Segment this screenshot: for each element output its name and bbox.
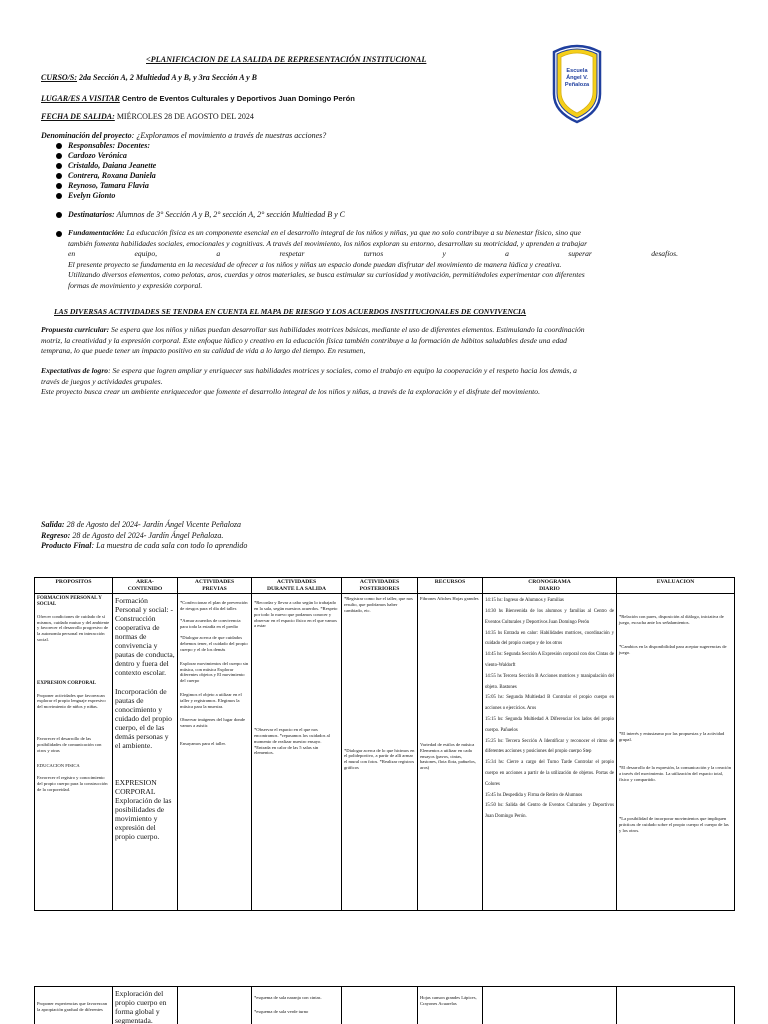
responsable-name: Cardozo Verónica (68, 151, 127, 160)
previa-text: *Armar acuerdos de convivencia para toda la estadía en el predio (180, 617, 241, 629)
cell-text: *esquema de sala naranja con cintas. (254, 995, 322, 1000)
previa-text: *Dialogar acerca de que cuidados debemos tener, el cuidado del propio cuerpo y el de los demás (180, 635, 248, 652)
previa-text: Ensayamos para el taller. (180, 740, 226, 746)
table-row (35, 594, 735, 911)
proposito-text: Favorecer el registro y conocimiento del propio cuerpo para la construcción de la corporeidad. (37, 775, 108, 792)
recurso-text: Variedad de estilos de música Elementos a utilizar en cada ensayos (pavos, cintas, bastones, flota flota, pañuelos, aros) (420, 741, 476, 771)
regreso-value: 28 de Agosto del 2024- Jardín Ángel Peñaloza. (70, 531, 224, 540)
table-header-cell: RECURSOS (418, 578, 483, 594)
proposito-text: Proponer actividades que favorezcan explorar el propio lenguaje expresivo del movimiento de niños y niñas. (37, 692, 106, 710)
producto-label: Producto Final (41, 541, 92, 550)
area-text: EXPRESION CORPORAL Exploración de las posibilidades de movimiento y expresión del propio cuerpo. (115, 778, 172, 842)
table-header-cell: ACTIVIDADES DURANTE LA SALIDA (252, 578, 342, 594)
document-title: <PLANIFICACION DE LA SALIDA DE REPRESENTACIÓN INSTITUCIONAL (146, 55, 427, 64)
table-cell (178, 987, 252, 1024)
producto-field (41, 541, 247, 550)
logo-line-2: Ángel V. (566, 75, 588, 81)
regreso-field (41, 531, 223, 540)
cronograma-item: 15:50 hs: Salida del Centro de Eventos Culturales y Deportivos Juan Domingo Perón. (485, 803, 614, 820)
lugar-field (41, 94, 355, 103)
responsable-name: Reynoso, Tamara Flavia (68, 181, 149, 190)
salida-field (41, 520, 241, 529)
riesgo-heading: LAS DIVERSAS ACTIVIDADES SE TENDRA EN CUENTA EL MAPA DE RIESGO Y LOS ACUERDOS INSTITUCIONALES DE CONVIVENCIA (54, 307, 527, 316)
bullet-icon (56, 183, 62, 189)
table-header-cell: ACTIVIDADES POSTERIORES (342, 578, 418, 594)
area-cell (113, 594, 178, 911)
destinatarios-label: Destinatarios: (68, 210, 115, 219)
table-cell (483, 987, 617, 1024)
table-cell (252, 987, 342, 1024)
bullet-icon (56, 163, 62, 169)
denominacion-field (41, 131, 326, 140)
fecha-label: FECHA DE SALIDA: (41, 112, 115, 121)
propuesta-block (41, 325, 679, 357)
propuesta-line: temprana, lo que puede tener un impacto positivo en su calidad de vida a lo largo del tiempo. En resumen, (41, 346, 366, 355)
responsable-name: Cristaldo, Daiana Jeanette (68, 161, 157, 170)
regreso-label: Regreso: (41, 531, 71, 540)
producto-value: : La muestra de cada sala con todo lo aprendido (91, 541, 248, 550)
table-cell (113, 987, 178, 1024)
expectativas-line: través de juegos y actividades grupales. (41, 376, 163, 386)
lugar-label: LUGAR/ES A VISITAR (41, 94, 120, 103)
cronograma-item: 15:15 hs: Segunda Multiedad A Diferenciar los lados del propio cuerpo. Pañuelos (485, 716, 614, 733)
previa-text: Elegimos el objeto a utilizar en el taller y registramos. Elegimos la música para la muestra. (180, 691, 242, 709)
fundamentacion-line: en equipo, a respetar turnos y a superar desafíos. (68, 249, 678, 258)
table-header-row (35, 578, 735, 594)
cronograma-item: 14:15 hs: Ingreso de Alumnos y Familias (485, 598, 564, 604)
expectativas-line: : Se espera que logren ampliar y enriquecer sus habilidades motrices y sociales, como el trabajo en equipo la cooperación y el respeto hacia los demás, a (108, 366, 577, 375)
cell-text: Hojas canson grandes Lápices, Crayones Acuarelas (420, 995, 477, 1006)
destinatarios-field (68, 210, 345, 219)
cronograma-item: 15:45 hs Despedida y Firma de Retiro de Alumnos (485, 792, 583, 798)
expectativas-block (41, 366, 691, 398)
table-row (35, 987, 735, 1024)
table-header-cell: CRONOGRAMA DIARIO (483, 578, 617, 594)
denominacion-value: : ¿Exploramos el movimiento a través de nuestras acciones? (131, 131, 327, 140)
area-text: Formación Personal y social: -Construcción cooperativa de normas de convivencia y pautas de conducta, dentro y fuera del contexto escolar. (115, 596, 175, 678)
denominacion-label: Denominación del proyecto (41, 131, 132, 140)
schedule-table-continued (34, 986, 735, 1024)
table-header-cell: PROPOSITOS (35, 578, 113, 594)
table-header-cell: EVALUACION (617, 578, 735, 594)
cronograma-item: 14:35 hs Entrada en calor: Habilidades motrices, coordinación y cuidado del propio cuerpo y de los otros (485, 630, 614, 647)
table-header-cell: AREA- CONTENIDO (113, 578, 178, 594)
cursos-label: CURSO/S: (41, 73, 78, 82)
table-cell (617, 987, 735, 1024)
proposito-text: Ofrecer condiciones de cuidado de sí mismos, cuidado mutuo y del ambiente y favorecer el desarrollo progresivo de la autonomía personal en interacción social. (37, 613, 110, 642)
cronograma-item: 14:30 hs Bienvenida de los alumnos y familias al Centro de Eventos Culturales y Deportivos Juan Domingo Perón (485, 608, 614, 625)
school-logo (550, 42, 604, 124)
logo-line-3: Peñaloza (564, 82, 590, 88)
durante-text: *Recordar y llevar a cabo según lo trabajado en la sala, según nuestros acuerdos. *Respeto por todo lo nuevo que podamos conocer y observar en el espacio físico en el que vamos a estar (254, 600, 338, 629)
bullet-icon (56, 193, 62, 199)
cronograma-item: 14:45 hs: Segunda Sección A Expresión corporal con dos Cintas de viento-Waldorft (485, 652, 614, 668)
destinatarios-value: Alumnos de 3° Sección A y B, 2° sección A, 2° sección Multiedad B y C (114, 210, 345, 219)
proposito-heading: EXPRESION CORPORAL (37, 680, 97, 686)
recursos-cell (418, 594, 483, 911)
evaluacion-text: *El desarrollo de la expresión, la comunicación y la creación a través del movimiento. La utilización del espacio total, físico y compartido. (619, 764, 731, 782)
cronograma-cell (483, 594, 617, 911)
fundamentacion-block (68, 228, 678, 291)
cell-text: Exploración del propio cuerpo en forma global y segmentada. (115, 989, 167, 1024)
fundamentacion-label: Fundamentación: (68, 228, 125, 237)
fundamentacion-line: Utilizando diversos elementos, como pelotas, aros, cuerdas y otros materiales, se busca estimular su curiosidad y motivación, permitiéndoles experimentar con diferentes (68, 270, 585, 279)
schedule-table (34, 577, 735, 911)
table-cell (342, 987, 418, 1024)
evaluacion-text: *Cambios en la disponibilidad para aceptar sugerencias de juego. (619, 643, 727, 655)
cronograma-item: 14:55 hs Tercera Sección B Acciones motrices y manipulación del objeto. Bastones (485, 673, 614, 690)
posterior-text: *Registrar como fue el taller, que nos resulto, que podríamos haber cambiado, etc. (344, 596, 413, 613)
proposito-heading: FORMACION PERSONAL Y SOCIAL (37, 596, 102, 607)
previa-text: Explorar movimientos del cuerpo sin música, con música Explorar diferentes objetos y El movimiento del cuerpo (180, 660, 249, 684)
durante-cell (252, 594, 342, 911)
fundamentacion-line: La educación física es un componente esencial en el desarrollo integral de los niños y niñas, ya que no solo contribuye a su bienestar físico, sino que (124, 228, 581, 237)
table-cell (418, 987, 483, 1024)
salida-label: Salida: (41, 520, 65, 529)
previa-text: Observar imágenes del lugar donde vamos a asistir. (180, 717, 246, 729)
durante-text: *Observar el espacio en el que nos encontramos. *repasamos los cuidados al momento de realizar nuestro ensayo. *Entrada en calor de las 5 salas sin elementos. (254, 727, 330, 756)
bullet-icon (56, 231, 62, 237)
expectativas-label: Expectativas de logro (41, 366, 109, 375)
cursos-value: 2da Sección A, 2 Multiedad A y B, y 3ra Sección A y B (77, 73, 258, 82)
propuesta-label: Propuesta curricular: (41, 325, 110, 334)
fecha-field (41, 112, 254, 121)
propositos-cell (35, 594, 113, 911)
bullet-icon (56, 143, 62, 149)
fundamentacion-line: formas de movimiento y expresión corporal. (68, 280, 203, 290)
cronograma-item: 15:34 hs: Cierre a cargo del Turno Tarde Controlar el propio cuerpo en acciones a partir de la utilización de objetos. Portas de Colores (485, 760, 614, 787)
fecha-value: MIÉRCOLES 28 DE AGOSTO DEL 2024 (114, 112, 254, 121)
bullet-icon (56, 173, 62, 179)
cronograma-item: 15:05 hs: Segunda Multiedad B Controlar el propio cuerpo en acciones o ejercicios. Aros (485, 695, 614, 712)
bullet-icon (56, 153, 62, 159)
cell-text: *esquema de sala verde turno (254, 1008, 309, 1014)
cell-text: Proponer experiencias que favorezcan la apropiación gradual de diferentes (37, 1001, 108, 1012)
fundamentacion-line: El presente proyecto se fundamenta en la necesidad de ofrecer a los niños y niñas un espacio donde puedan disfrutar del movimiento de manera lúdica y creativa. (68, 259, 562, 269)
evaluacion-text: *La posibilidad de incorporar movimientos que impliquen prácticas de cuidado sobre el propio cuerpo el cuerpo de las y los otros. (619, 816, 729, 833)
evaluacion-text: *Relación con pares, disposición al diálogo, iniciativa de juego, escucha ante los señalamientos. (619, 614, 724, 625)
bullet-icon (56, 212, 62, 218)
posterior-text: *Dialogar acerca de lo que hicimos en el polideportivo, a partir de allí armar el mural con fotos. *Realizar registros gráficos (344, 747, 415, 770)
salida-value: 28 de Agosto del 2024- Jardín Ángel Vicente Peñaloza (64, 520, 242, 529)
propuesta-line: motriz, la creatividad y la expresión corporal. Este enfoque lúdico y creativo en la educación física también contribuye a la formación de hábitos saludables desde una edad (41, 335, 567, 345)
lugar-value: Centro de Eventos Culturales y Deportivos Juan Domingo Perón (119, 94, 355, 103)
posteriores-cell (342, 594, 418, 911)
evaluacion-cell (617, 594, 735, 911)
previas-cell (178, 594, 252, 911)
previa-text: *Confeccionar el plan de prevención de riesgos para el día del taller. (180, 600, 248, 611)
cursos-field (41, 73, 257, 82)
table-header-cell: ACTIVIDADES PREVIAS (178, 578, 252, 594)
responsable-name: Evelyn Gionto (68, 191, 116, 200)
cronograma-item: 15:25 hs: Tercera Sección A Identificar y reconocer el ritmo de diferentes acciones y posiciones del propio cuerpo Step (485, 738, 614, 755)
responsable-name: Contrera, Roxana Daniela (68, 171, 156, 180)
table-cell (35, 987, 113, 1024)
evaluacion-text: *El interés y entusiasmo por las propuestas y la actividad grupal. (619, 731, 725, 743)
logo-line-1: Escuela (566, 68, 588, 74)
proposito-text: Favorecer el desarrollo de las posibilidades de comunicación con otros y otras (37, 735, 102, 753)
expectativas-line: Este proyecto busca crear un ambiente enriquecedor que fomente el desarrollo integral de los niños y niñas, a través de la exploración y el disfrute del movimiento. (41, 387, 540, 396)
propuesta-line: Se espera que los niños y niñas puedan desarrollar sus habilidades motrices básicas, mediante el uso de diferentes elementos. Estimulando la coordinación (109, 325, 585, 334)
area-text: Incorporación de pautas de conocimiento y cuidado del propio cuerpo, el de las demás personas y el ambiente. (115, 687, 172, 751)
recurso-text: Fibrones Afiches Hojas grandes (420, 596, 479, 602)
proposito-heading: EDUCACION FISICA (37, 763, 80, 769)
responsables-label: Responsables: Docentes: (68, 141, 150, 150)
fundamentacion-line: también fomenta habilidades sociales, emocionales y cognitivas. A través del movimiento, los niños exploran su entorno, desarrollan su motricidad, y aprenden a trabajar (68, 238, 588, 248)
